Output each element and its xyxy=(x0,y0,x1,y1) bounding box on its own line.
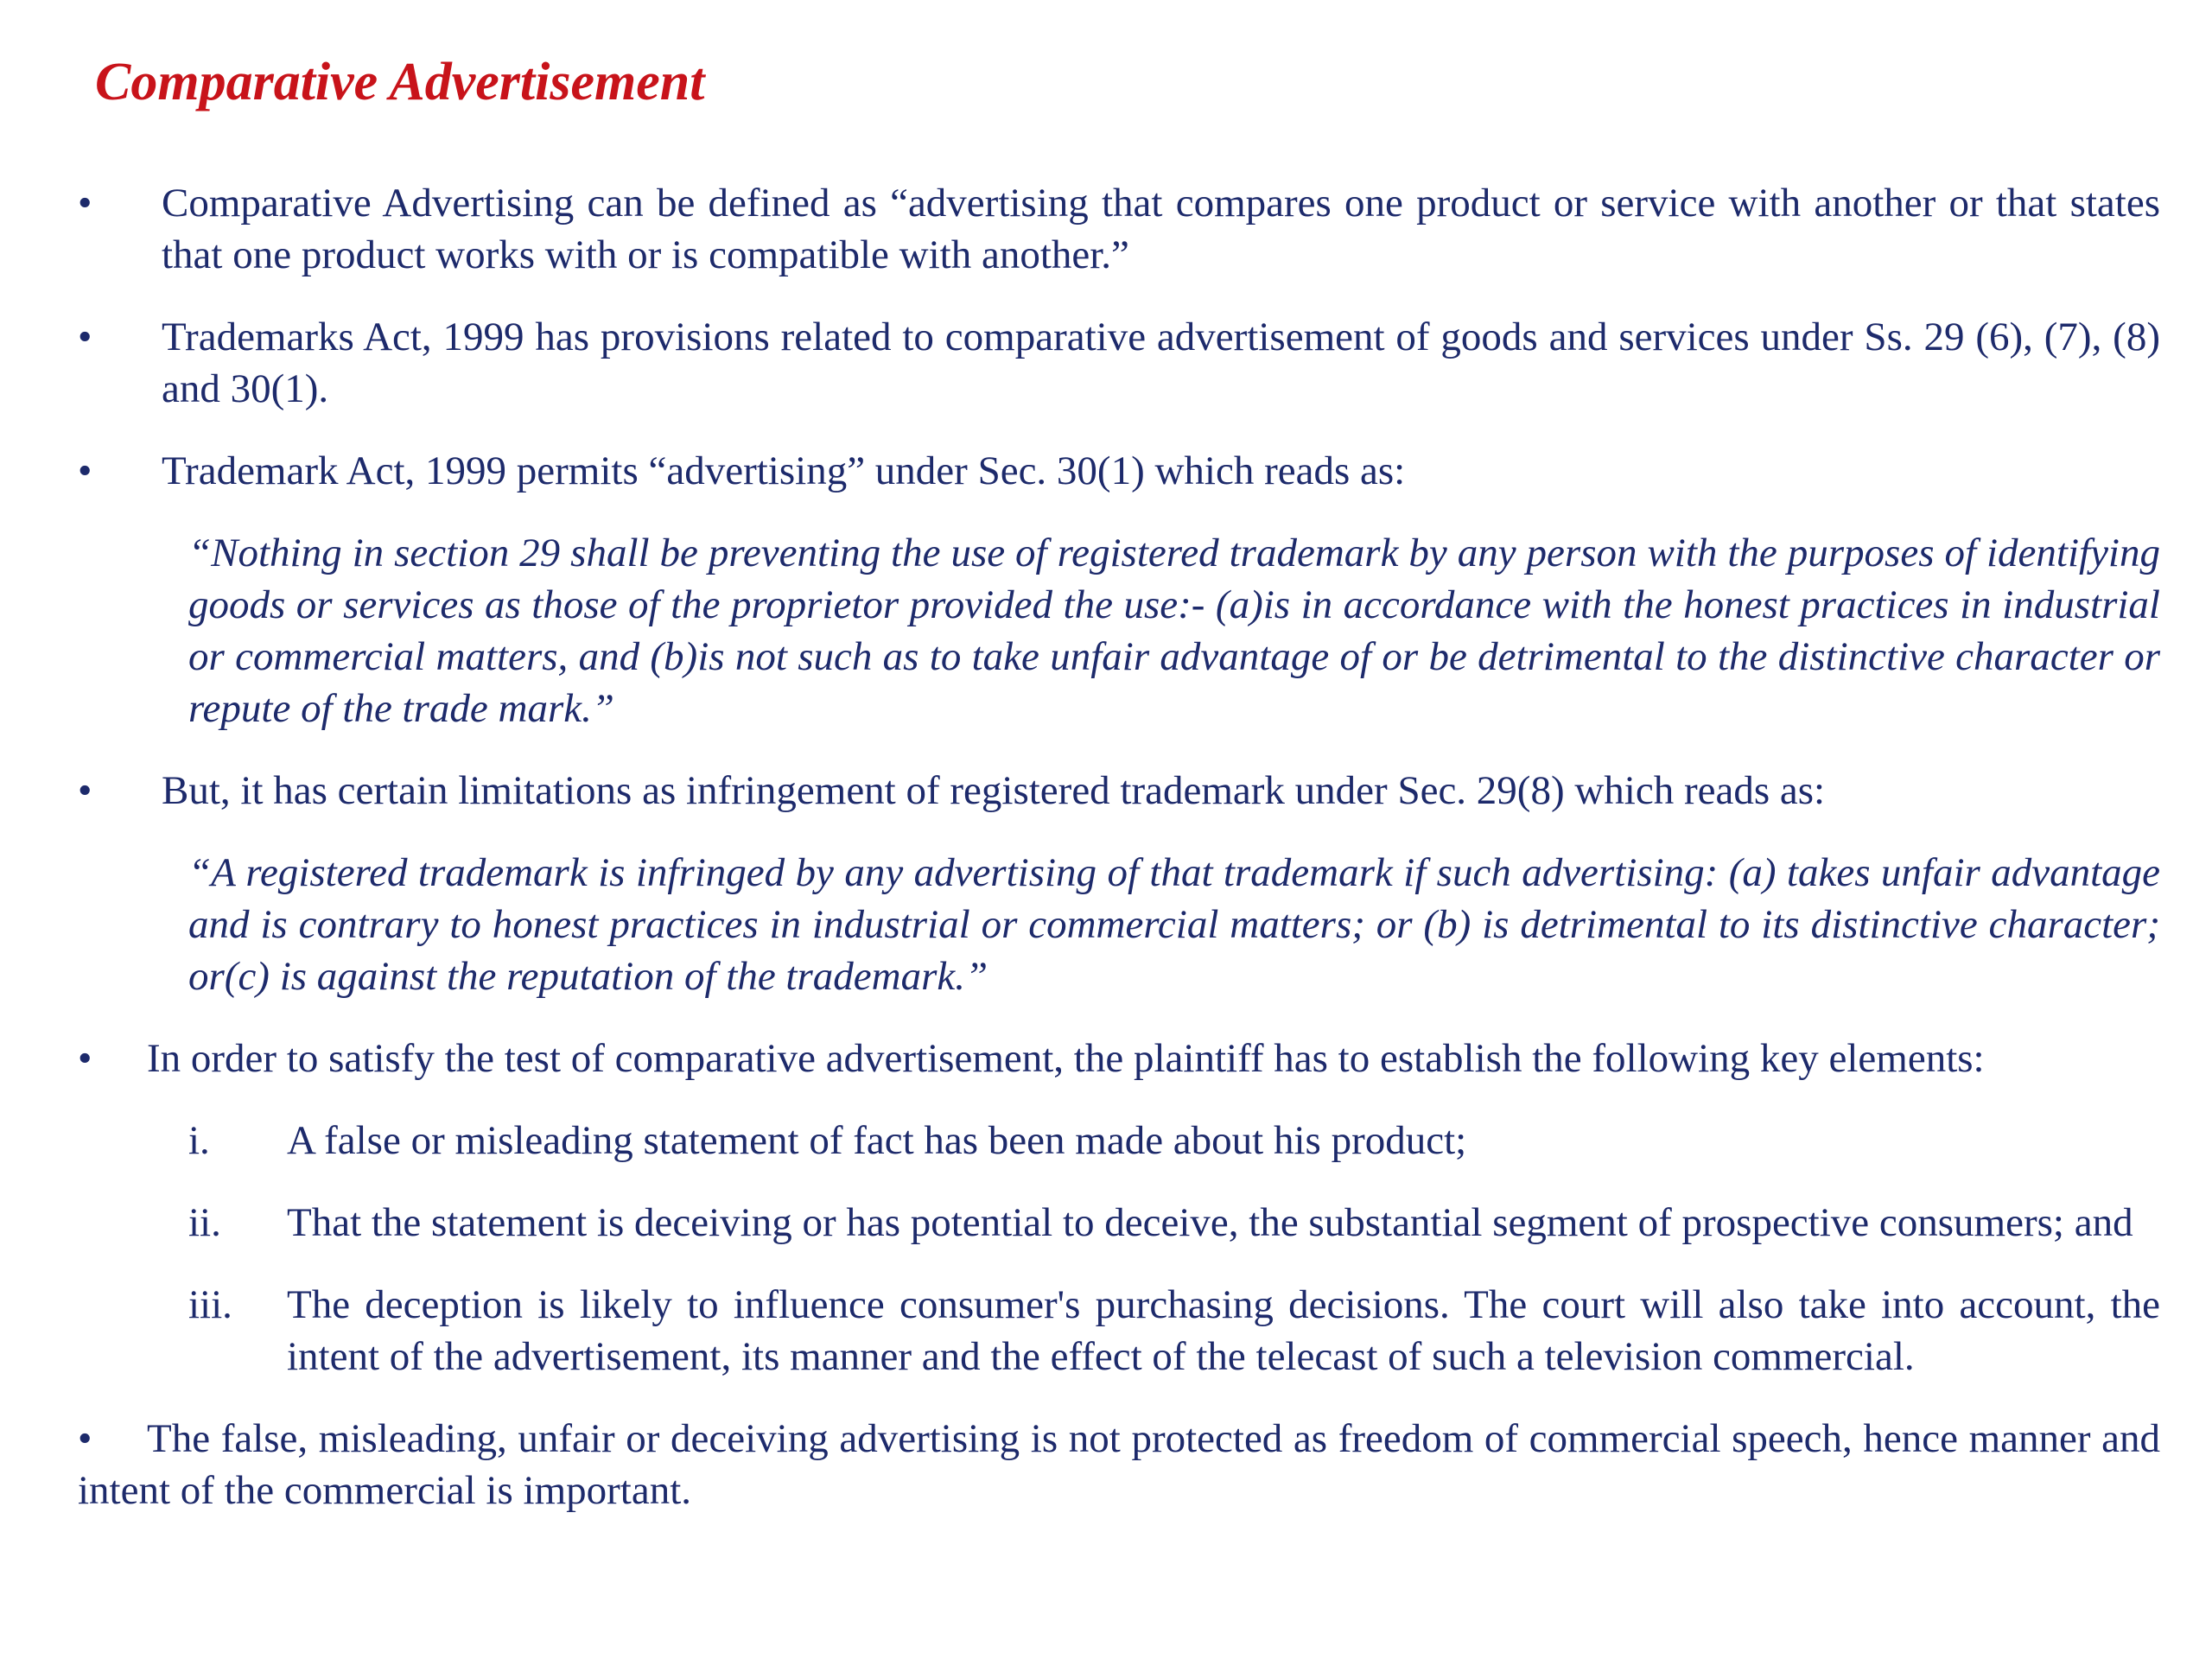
bullet-text: But, it has certain limitations as infringement of registered trademark under Sec. 29(8) which reads as: xyxy=(162,768,1826,813)
element-number: iii. xyxy=(188,1282,232,1327)
bullet-icon: • xyxy=(78,768,92,813)
element-number: ii. xyxy=(188,1200,221,1245)
bullet-item xyxy=(78,1033,2160,1084)
bullet-text: Trademarks Act, 1999 has provisions related to comparative advertisement of goods and services under Ss. 29 (6), (7), (8) and 30(1). xyxy=(162,315,2160,411)
bullet-item xyxy=(78,445,2160,497)
element-item xyxy=(78,1279,2160,1382)
closing-text: The false, misleading, unfair or deceiving advertising is not protected as freedom of commercial speech, hence manner and intent of the commercial is important. xyxy=(78,1416,2160,1513)
element-item xyxy=(78,1197,2160,1249)
element-text: The deception is likely to influence consumer's purchasing decisions. The court will also take into account, the intent of the advertisement, its manner and the effect of the telecast of such a television commercial. xyxy=(287,1282,2160,1379)
element-text: That the statement is deceiving or has potential to deceive, the substantial segment of prospective consumers; and xyxy=(287,1200,2133,1245)
statute-quote: “A registered trademark is infringed by any advertising of that trademark if such advertising: (a) takes unfair advantage and is contrary to honest practices in industrial or commercial matters; or (b) is detrimental to its distinctive character; or(c) is against the reputation of the trademark.” xyxy=(188,850,2160,999)
closing-paragraph xyxy=(78,1413,2160,1516)
bullet-icon: • xyxy=(78,181,92,226)
bullet-item xyxy=(78,765,2160,817)
element-text: A false or misleading statement of fact has been made about his product; xyxy=(287,1118,1467,1163)
bullet-icon: • xyxy=(78,1416,92,1461)
bullet-text: Trademark Act, 1999 permits “advertising” under Sec. 30(1) which reads as: xyxy=(162,448,1406,493)
bullet-item xyxy=(78,177,2160,281)
bullet-icon: • xyxy=(78,448,92,493)
slide-content xyxy=(78,177,2160,1516)
bullet-icon: • xyxy=(78,315,92,359)
bullet-item xyxy=(78,311,2160,415)
bullet-icon: • xyxy=(78,1036,92,1081)
bullet-text: Comparative Advertising can be defined as “advertising that compares one product or service with another or that states that one product works with or is compatible with another.” xyxy=(162,181,2160,277)
slide-title: Comparative Advertisement xyxy=(95,53,705,111)
bullet-text: In order to satisfy the test of comparative advertisement, the plaintiff has to establish the following key elements: xyxy=(147,1036,1985,1081)
statute-quote: “Nothing in section 29 shall be preventing the use of registered trademark by any person with the purposes of identifying goods or services as those of the proprietor provided the use:- (a)is in accordance with the honest practices in industrial or commercial matters, and (b)is not such as to take unfair advantage of or be detrimental to the distinctive character or repute of the trade mark.” xyxy=(188,531,2160,731)
element-number: i. xyxy=(188,1118,210,1163)
element-item xyxy=(78,1115,2160,1166)
